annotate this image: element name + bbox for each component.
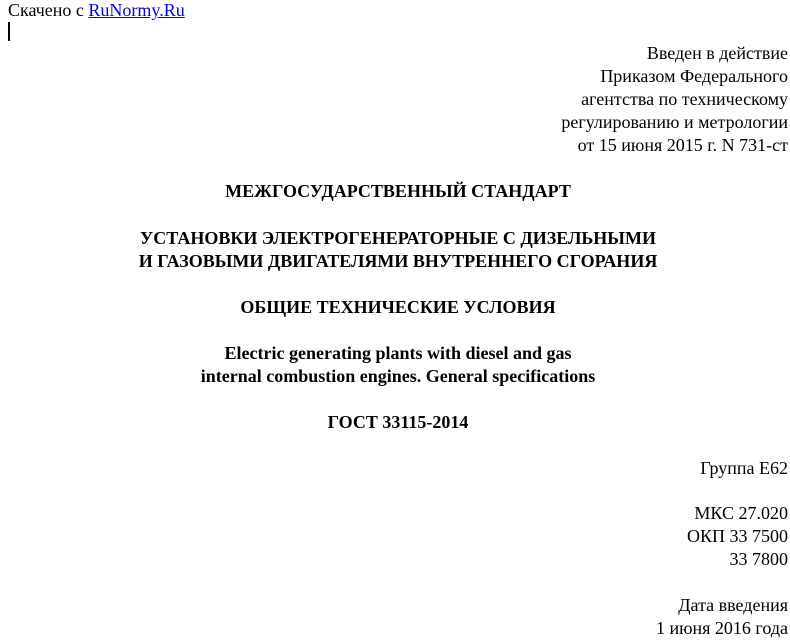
introduction-date: [656, 594, 788, 640]
code-line: ОКП 33 7500: [686, 526, 788, 546]
date-line: 1 июня 2016 года: [655, 618, 788, 638]
heading-text: МЕЖГОСУДАРСТВЕННЫЙ СТАНДАРТ: [225, 181, 571, 201]
classification-codes: [687, 502, 788, 571]
title-line: И ГАЗОВЫМИ ДВИГАТЕЛЯМИ ВНУТРЕННЕГО СГОРАНИЯ: [138, 251, 658, 271]
text-cursor: [8, 22, 10, 41]
date-line: Дата введения: [678, 595, 788, 615]
standard-subtitle: [0, 296, 790, 319]
title-line: УСТАНОВКИ ЭЛЕКТРОГЕНЕРАТОРНЫЕ С ДИЗЕЛЬНЫМИ: [140, 228, 656, 248]
enactment-line: Приказом Федерального: [600, 66, 788, 86]
classification-group: [700, 457, 788, 480]
download-source-prefix: Скачено с: [8, 0, 89, 20]
code-line: 33 7800: [729, 549, 788, 569]
enactment-note: [561, 42, 788, 157]
download-source-line: [8, 0, 185, 20]
english-title-line: Electric generating plants with diesel and gas: [224, 343, 572, 363]
gost-number: [0, 411, 790, 434]
gost-number-text: ГОСТ 33115-2014: [327, 412, 469, 432]
code-line: МКС 27.020: [694, 503, 788, 523]
enactment-line: Введен в действие: [646, 43, 788, 63]
enactment-line: агентства по техническому: [581, 89, 788, 109]
enactment-line: регулированию и метрологии: [561, 112, 788, 132]
english-title: [0, 342, 790, 388]
group-text: Группа Е62: [700, 458, 788, 478]
subtitle-text: ОБЩИЕ ТЕХНИЧЕСКИЕ УСЛОВИЯ: [240, 297, 556, 317]
standard-title: [0, 227, 790, 273]
enactment-line: от 15 июня 2015 г. N 731-ст: [577, 135, 788, 155]
standard-heading: [0, 180, 790, 203]
runormy-link[interactable]: RuNormy.Ru: [88, 0, 185, 20]
english-title-line: internal combustion engines. General specifications: [200, 366, 596, 386]
